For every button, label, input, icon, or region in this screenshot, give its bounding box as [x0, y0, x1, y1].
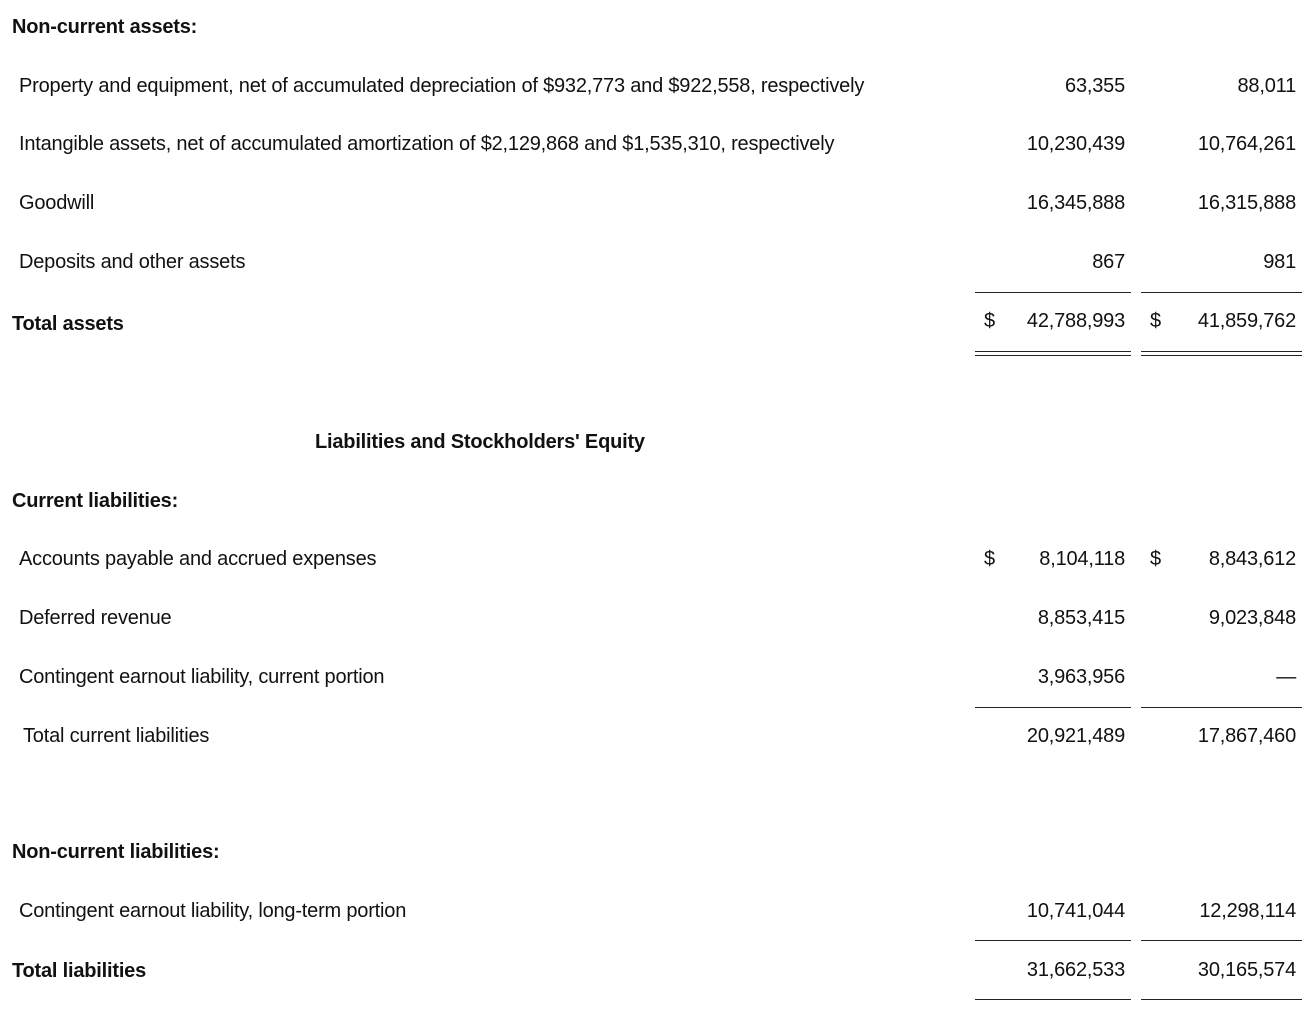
total-double-rule	[1141, 351, 1302, 356]
subtotal-rule	[1141, 940, 1302, 941]
subtotal-rule	[975, 940, 1131, 941]
row-label: Deposits and other assets	[19, 251, 246, 273]
section-noncurrent-liabilities	[0, 832, 1316, 872]
value-prior-year: 981	[1263, 251, 1296, 273]
row-deposits	[0, 242, 1316, 282]
value-prior-year: 10,764,261	[1197, 133, 1296, 155]
row-label: Accounts payable and accrued expenses	[19, 548, 377, 570]
value-current-year: 63,355	[1065, 75, 1125, 97]
row-label: Total assets	[12, 313, 124, 335]
value-prior-year: 30,165,574	[1197, 959, 1296, 981]
row-label: Contingent earnout liability, current portion	[19, 666, 385, 688]
currency-symbol: $	[1150, 548, 1161, 570]
value-current-year: 42,788,993	[1026, 310, 1125, 332]
section-header: Non-current liabilities:	[12, 841, 220, 863]
subtotal-rule	[975, 292, 1131, 293]
value-prior-year: 8,843,612	[1208, 548, 1296, 570]
row-deferred-revenue	[0, 598, 1316, 638]
section-header: Current liabilities:	[12, 490, 179, 512]
total-double-rule	[975, 351, 1131, 356]
subtotal-rule	[1141, 292, 1302, 293]
row-label: Total liabilities	[12, 960, 147, 982]
value-current-year: 8,853,415	[1037, 607, 1125, 629]
section-liabilities-equity	[0, 422, 1316, 462]
value-prior-year: —	[1276, 666, 1296, 688]
value-current-year: 867	[1092, 251, 1125, 273]
value-current-year: 20,921,489	[1026, 725, 1125, 747]
row-property-equipment	[0, 66, 1316, 106]
currency-symbol: $	[984, 310, 995, 332]
row-total-current-liabilities	[0, 716, 1316, 756]
section-noncurrent-assets	[0, 7, 1316, 47]
section-current-liabilities	[0, 481, 1316, 521]
row-label: Total current liabilities	[23, 725, 210, 747]
row-label: Property and equipment, net of accumulated depreciation of $932,773 and $922,558, respectively	[19, 75, 865, 97]
value-current-year: 10,230,439	[1026, 133, 1125, 155]
row-intangible-assets	[0, 124, 1316, 164]
subtotal-rule	[975, 999, 1131, 1000]
currency-symbol: $	[1150, 310, 1161, 332]
row-label: Goodwill	[19, 192, 95, 214]
row-label: Intangible assets, net of accumulated amortization of $2,129,868 and $1,535,310, respectively	[19, 133, 835, 155]
row-earnout-longterm	[0, 891, 1316, 931]
value-prior-year: 41,859,762	[1197, 310, 1296, 332]
currency-symbol: $	[984, 548, 995, 570]
row-earnout-current	[0, 657, 1316, 697]
value-current-year: 8,104,118	[1039, 548, 1125, 570]
subtotal-rule	[1141, 999, 1302, 1000]
value-prior-year: 16,315,888	[1197, 192, 1296, 214]
row-accounts-payable	[0, 539, 1316, 579]
row-goodwill	[0, 183, 1316, 223]
value-current-year: 31,662,533	[1026, 959, 1125, 981]
row-total-liabilities	[0, 950, 1316, 990]
value-current-year: 10,741,044	[1026, 900, 1125, 922]
subtotal-rule	[1141, 707, 1302, 708]
value-prior-year: 9,023,848	[1208, 607, 1296, 629]
value-prior-year: 17,867,460	[1197, 725, 1296, 747]
row-label: Deferred revenue	[19, 607, 172, 629]
row-total-assets	[0, 303, 1316, 343]
section-header: Non-current assets:	[12, 16, 198, 38]
value-current-year: 16,345,888	[1026, 192, 1125, 214]
subtotal-rule	[975, 707, 1131, 708]
section-heading: Liabilities and Stockholders' Equity	[315, 431, 645, 453]
row-label: Contingent earnout liability, long-term portion	[19, 900, 407, 922]
value-current-year: 3,963,956	[1037, 666, 1125, 688]
value-prior-year: 88,011	[1237, 75, 1296, 97]
value-prior-year: 12,298,114	[1199, 900, 1296, 922]
